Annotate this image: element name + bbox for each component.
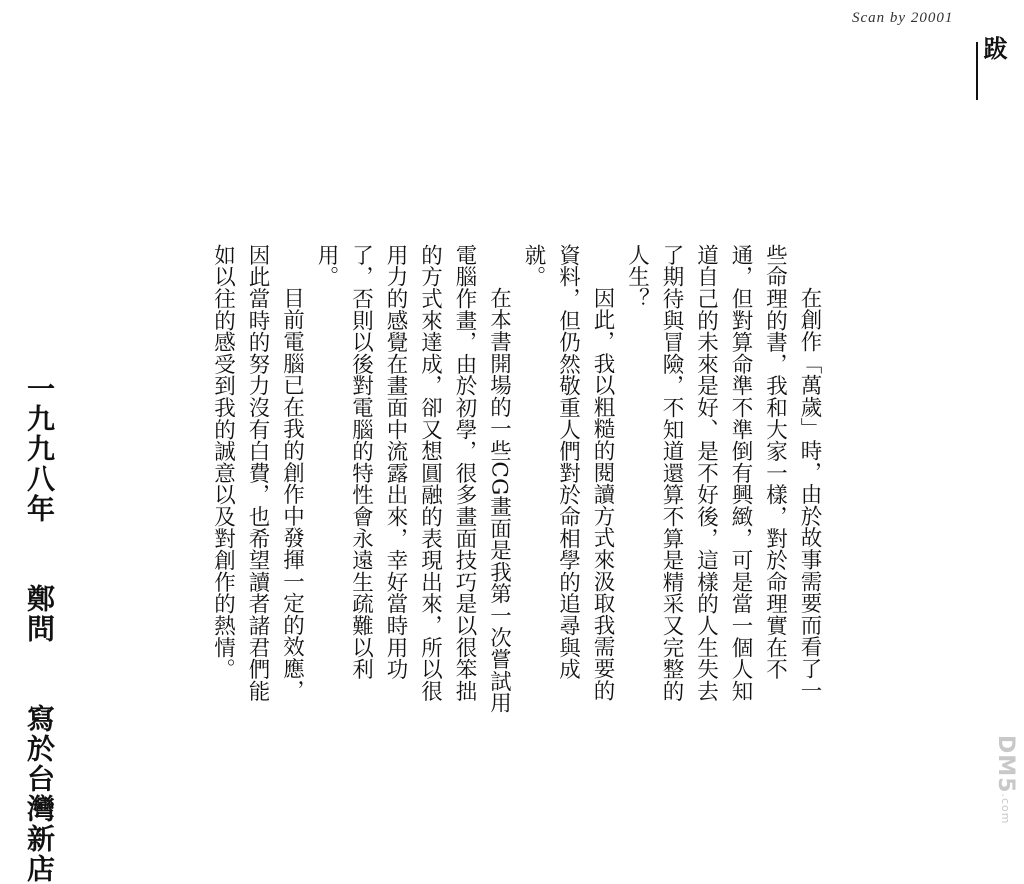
paragraph-4: 目前電腦已在我的創作中發揮一定的效應，因此當時的努力沒有白費，也希望讀者諸君們能如以往的感受到我的誠意以及對創作的熱情。 (210, 244, 305, 702)
afterword-body (210, 244, 826, 714)
section-title-text: 跋 (979, 36, 1008, 60)
paragraph-1: 在創作「萬歲」時，由於故事需要而看了一些命理的書，我和大家一樣，對於命理實在不通，但對算命準不準倒有興緻，可是當一個人知道自己的未來是好、是不好後，這樣的人生失去了期待與冒險，不知道還算不算是精采又完整的人生？ (624, 244, 822, 702)
watermark-brand: DM5 (993, 735, 1018, 794)
site-watermark (988, 735, 1018, 835)
scan-credit: Scan by 20001 (852, 10, 954, 26)
signature-place: 寫於台灣新店 (23, 704, 56, 884)
signature-date: 一九九八年 (23, 374, 56, 524)
signature-author: 鄭問 (23, 584, 56, 644)
paragraph-3: 在本書開場的一些CG畫面是我第一次嘗試用電腦作畫，由於初學，很多畫面技巧是以很笨拙的方式來達成，卻又想圓融的表現出來，所以很用力的感覺在畫面中流露出來，幸好當時用功了，否則以後對電腦的特性會永遠生疏難以利用。 (314, 244, 512, 714)
paragraph-2: 因此，我以粗糙的閱讀方式來汲取我需要的資料，但仍然敬重人們對於命相學的追尋與成就。 (521, 244, 615, 702)
watermark-suffix: .com (999, 793, 1012, 825)
signature-line (14, 374, 62, 884)
section-title (978, 36, 1008, 100)
title-rule (976, 42, 978, 100)
